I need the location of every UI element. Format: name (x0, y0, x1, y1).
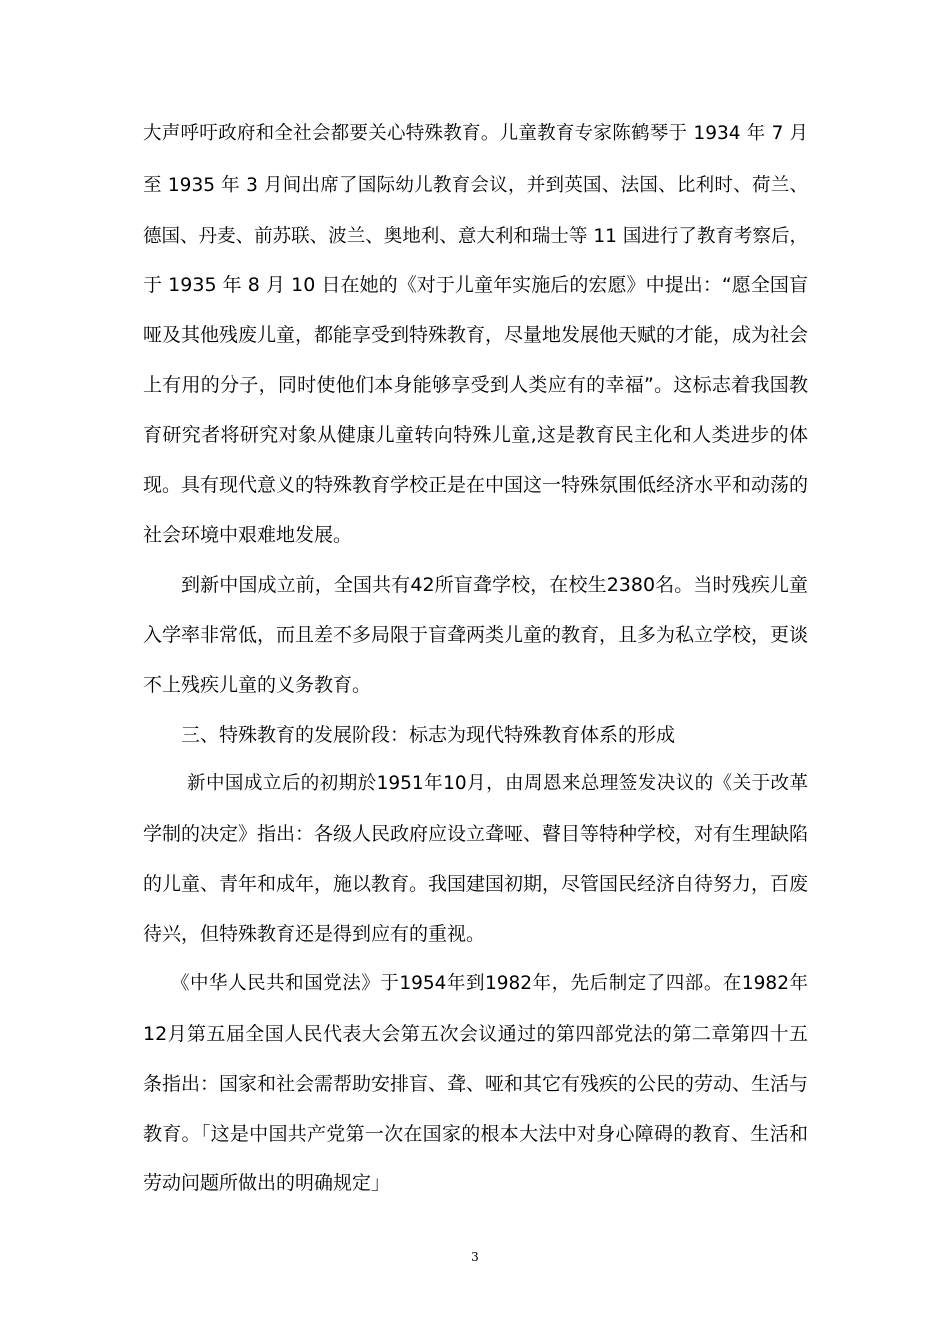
text-line: 德国、丹麦、前苏联、波兰、奥地利、意大利和瑞士等 11 国进行了教育考察后， (143, 226, 808, 247)
text-line: 条指出：国家和社会需帮助安排盲、聋、哑和其它有残疾的公民的劳动、生活与 (143, 1073, 808, 1095)
section-heading: 三、特殊教育的发展阶段：标志为现代特殊教育体系的形成 (181, 724, 676, 746)
text-line: 育研究者将研究对象从健康儿童转向特殊儿童,这是教育民主化和人类进步的体 (143, 424, 808, 446)
text-line: 到新中国成立前，全国共有42所盲聋学校，在校生2380名。当时残疾儿童 (181, 574, 808, 596)
text-line: 学制的决定》指出：各级人民政府应设立聋哑、瞽目等特种学校，对有生理缺陷 (143, 823, 808, 845)
text-line: 现。具有现代意义的特殊教育学校正是在中国这一特殊氛围低经济水平和动荡的 (143, 474, 808, 496)
text-line: 待兴，但特殊教育还是得到应有的重视。 (143, 923, 486, 945)
page-number: 3 (471, 1250, 479, 1264)
text-line: 入学率非常低，而且差不多局限于盲聋两类儿童的教育，且多为私立学校，更谈 (143, 624, 808, 646)
text-line: 12月第五届全国人民代表大会第五次会议通过的第四部党法的第二章第四十五 (143, 1023, 808, 1045)
text-line: 不上残疾儿童的义务教育。 (143, 674, 372, 696)
text-line: 新中国成立后的初期於1951年10月，由周恩来总理签发决议的《关于改革 (187, 773, 808, 794)
text-line: 劳动问题所做出的明确规定」 (143, 1172, 391, 1194)
text-line: 于 1935 年 8 月 10 日在她的《对于儿童年实施后的宏愿》中提出：“愿全国盲 (143, 274, 808, 296)
text-line: 哑及其他残废儿童，都能享受到特殊教育，尽量地发展他天赋的才能，成为社会 (143, 324, 808, 346)
text-line: 大声呼吁政府和全社会都要关心特殊教育。儿童教育专家陈鹤琴于 1934 年 7 月 (143, 123, 808, 144)
text-line: 《中华人民共和国党法》于1954年到1982年，先后制定了四部。在1982年 (171, 973, 808, 994)
text-line: 上有用的分子，同时使他们本身能够享受到人类应有的幸福”。这标志着我国教 (143, 374, 808, 396)
text-line: 的儿童、青年和成年，施以教育。我国建国初期，尽管国民经济自待努力，百废 (143, 873, 808, 895)
text-line: 社会环境中艰难地发展。 (143, 524, 353, 546)
text-line: 教育。「这是中国共产党第一次在国家的根本大法中对身心障碍的教育、生活和 (143, 1123, 808, 1145)
text-line: 至 1935 年 3 月间出席了国际幼儿教育会议，并到英国、法国、比利时、荷兰、 (143, 175, 808, 196)
